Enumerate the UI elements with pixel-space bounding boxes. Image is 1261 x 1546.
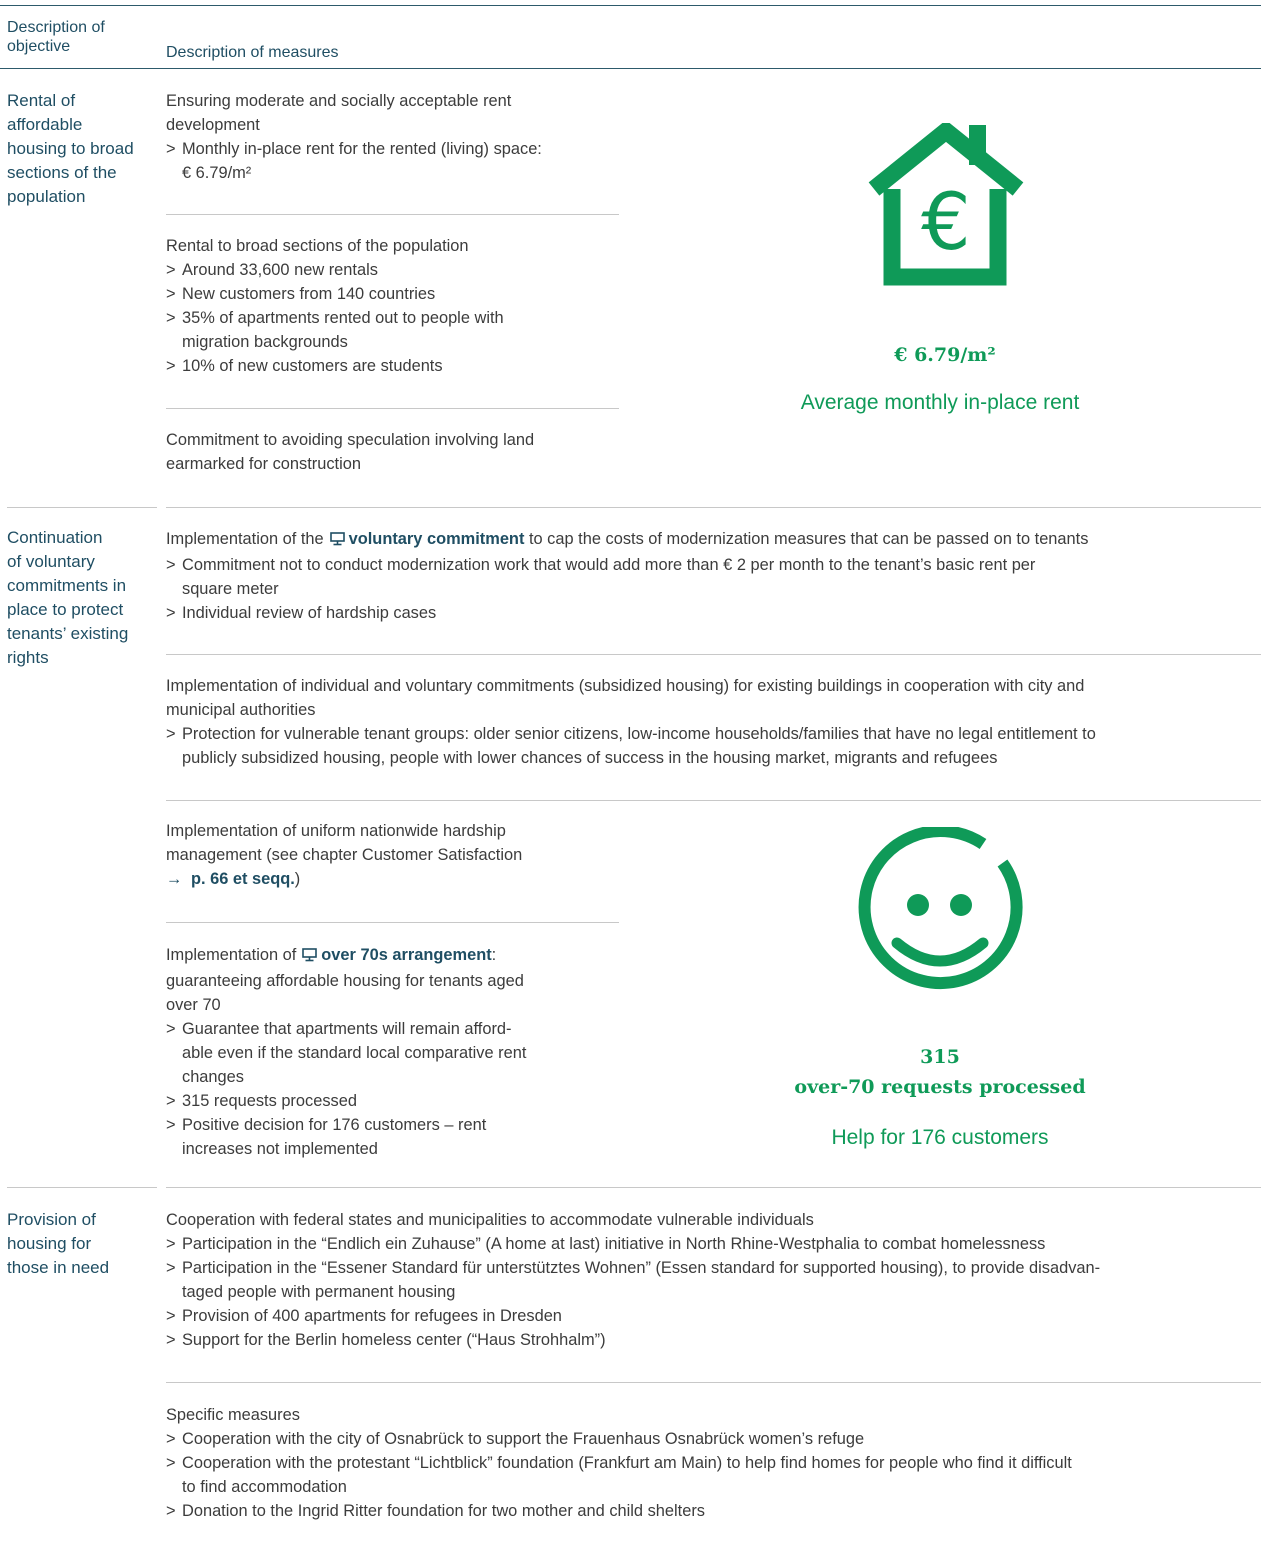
arrow-right-icon: → <box>166 870 183 888</box>
monitor-icon <box>302 945 317 969</box>
list-item: > Cooperation with the protestant “Lichtblick” foundation (Frankfurt am Main) to help find homes for people who find it difficult to find accommodation <box>166 1454 1072 1496</box>
objective-voluntary-commitments: Continuation of voluntary commitments in place to protect tenants’ existing rights <box>7 528 129 667</box>
kpi-over70-value: 315 over-70 requests processed <box>794 1046 1086 1098</box>
objective-housing-in-need: Provision of housing for those in need <box>7 1210 110 1277</box>
objective-column-header: Description of objective <box>7 19 105 55</box>
house-euro-icon <box>866 123 1026 288</box>
section-rule <box>166 507 1261 508</box>
list-item: > Donation to the Ingrid Ritter foundation for two mother and child shelters <box>166 1502 705 1520</box>
divider <box>166 654 1261 655</box>
objective-rental-affordable-housing: Rental of affordable housing to broad sections of the population <box>7 91 134 206</box>
list-item: > Cooperation with the city of Osnabrück to support the Frauenhaus Osnabrück women’s refuge <box>166 1430 865 1448</box>
measure-specific: Specific measures > Cooperation with the city of Osnabrück to support the Frauenhaus Osnabrück women’s refuge > Cooperation with the protestant “Lichtblick” foundation (Frankfurt am Main) to help find homes for people who find it difficult to find accommodation > Donation to the Ingrid Ritter foundation for two mother and child shelters <box>166 1403 1258 1523</box>
list-item: > Guarantee that apartments will remain afford- able even if the standard local comparative rent changes <box>166 1020 527 1086</box>
list-item: > Provision of 400 apartments for refugees in Dresden <box>166 1307 562 1325</box>
voluntary-commitment-link[interactable]: voluntary commitment <box>348 530 525 548</box>
list-item: > 10% of new customers are students <box>166 357 443 375</box>
monitor-icon <box>330 529 345 553</box>
divider <box>166 1382 1261 1383</box>
measure-hardship-management: Implementation of uniform nationwide hardship management (see chapter Customer Satisfaction → p. 66 et seqq.) <box>166 822 523 888</box>
section-rule <box>7 1187 157 1188</box>
page-ref-link[interactable]: p. 66 et seqq. <box>190 870 295 888</box>
section-rule <box>166 1187 1261 1188</box>
measure-rental-broad-sections: Rental to broad sections of the population > Around 33,600 new rentals > New customers from 140 countries > 35% of apartments rented out to people with migration backgrounds > 10% of new customers are students <box>166 234 626 378</box>
list-item: > Participation in the “Essener Standard für unterstütztes Wohnen” (Essen standard for supported housing), to provide disadvan- taged people with permanent housing <box>166 1259 1101 1301</box>
svg-text:€: € <box>921 178 971 268</box>
measure-federal-cooperation: Cooperation with federal states and municipalities to accommodate vulnerable individuals > Participation in the “Endlich ein Zuhause” (A home at last) initiative in North Rhine-Westphalia to combat homelessness > Participation in the “Essener Standard für unterstütztes Wohnen” (Essen standard for supported housing), to provide disadvan- taged people with permanent housing > Provision of 400 apartments for refugees in Dresden > Support for the Berlin homeless center (“Haus Strohhalm”) <box>166 1208 1258 1352</box>
list-item: > Commitment not to conduct modernization work that would add more than € 2 per month to the tenant’s basic rent per square meter <box>166 556 1036 598</box>
divider <box>166 408 619 409</box>
measure-voluntary-commitment: Implementation of the voluntary commitment to cap the costs of modernization measures that can be passed on to tenants > Commitment not to conduct modernization work that would add more than € 2 per month to the tenant’s basic rent per square meter > Individual review of hardship cases <box>166 527 1256 625</box>
kpi-rent-caption: Average monthly in-place rent <box>800 391 1080 414</box>
list-item: > Protection for vulnerable tenant groups: older senior citizens, low-income households/families that have no legal entitlement to publicly subsidized housing, people with lower chances of success in the housing market, migrants and refugees <box>166 725 1096 767</box>
over-70s-arrangement-link[interactable]: over 70s arrangement <box>321 946 492 964</box>
kpi-over70-caption: Help for 176 customers <box>831 1126 1049 1149</box>
measure-subsidized-housing: Implementation of individual and voluntary commitments (subsidized housing) for existing buildings in cooperation with city and municipal authorities > Protection for vulnerable tenant groups: older senior citizens, low-income households/families that have no legal entitlement to publicly subsidized housing, people with lower chances of success in the housing market, migrants and refugees <box>166 674 1258 770</box>
measure-over-70s: Implementation of over 70s arrangement: guaranteeing affordable housing for tenants aged over 70 > Guarantee that apartments will remain afford- able even if the standard local comparative rent changes > 315 requests processed > Positive decision for 176 customers – rent increases not implemented <box>166 943 626 1161</box>
top-rule <box>0 5 1261 6</box>
section-rule <box>7 507 157 508</box>
header-rule <box>0 68 1261 69</box>
list-item: > Positive decision for 176 customers – rent increases not implemented <box>166 1116 487 1158</box>
smiley-face-icon <box>857 827 1023 993</box>
list-item: > Individual review of hardship cases <box>166 604 437 622</box>
divider <box>166 922 619 923</box>
divider <box>166 214 619 215</box>
measure-avoid-speculation: Commitment to avoiding speculation involving land earmarked for construction <box>166 431 535 473</box>
list-item: > New customers from 140 countries <box>166 285 436 303</box>
list-item: > 35% of apartments rented out to people with migration backgrounds <box>166 309 504 351</box>
divider <box>166 800 1261 801</box>
measure-moderate-rent: Ensuring moderate and socially acceptable rent development > Monthly in-place rent for the rented (living) space: € 6.79/m² <box>166 89 626 185</box>
kpi-rent-value: € 6.79/m² <box>894 344 996 366</box>
measures-column-header: Description of measures <box>166 44 339 61</box>
list-item: > Support for the Berlin homeless center (“Haus Strohhalm”) <box>166 1331 606 1349</box>
list-item: > Participation in the “Endlich ein Zuhause” (A home at last) initiative in North Rhine-Westphalia to combat homelessness <box>166 1235 1046 1253</box>
list-item: > Around 33,600 new rentals <box>166 261 378 279</box>
list-item: > 315 requests processed <box>166 1092 357 1110</box>
list-item: > Monthly in-place rent for the rented (living) space: € 6.79/m² <box>166 140 542 182</box>
